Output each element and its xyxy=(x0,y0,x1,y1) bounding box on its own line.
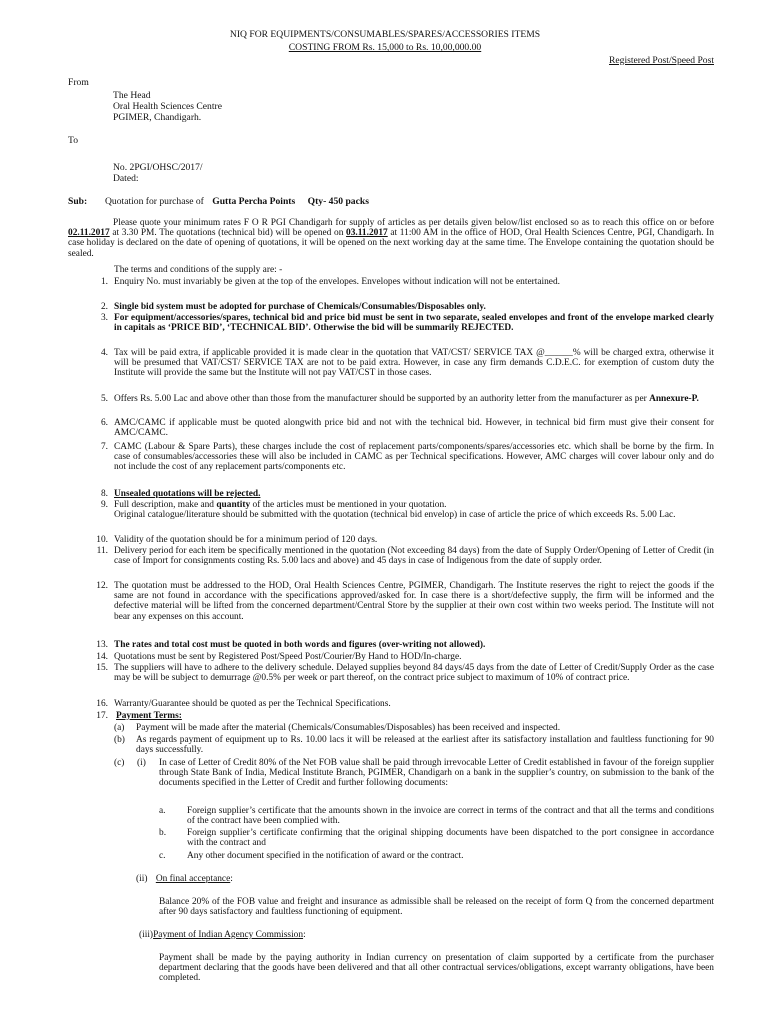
final-acceptance-text: Balance 20% of the FOB value and freight and insurance as admissible shall be released on the receipt of form Q from the concerned department after 90 days satisfactory and faultless functioning of equipment. xyxy=(159,897,714,918)
subject-text xyxy=(105,196,369,207)
payment-a-marker: (a) xyxy=(114,723,125,733)
payment-b: As regards payment of equipment up to Rs. 10.00 lacs it will be released at the earliest after its satisfactory installation and faultless functioning for 90 days successfully. xyxy=(136,735,714,756)
payment-b-marker: (b) xyxy=(114,735,125,745)
terms-intro: The terms and conditions of the supply are: - xyxy=(114,265,283,275)
agency-commission-heading: (iii)Payment of Indian Agency Commission: xyxy=(139,930,306,940)
dated-field: Dated: xyxy=(113,173,139,184)
reference-number: No. 2PGI/OHSC/2017/ xyxy=(113,162,203,173)
payment-c-marker: (c) xyxy=(114,758,125,768)
dispatch-mode: Registered Post/Speed Post xyxy=(609,55,714,66)
agency-commission-text: Payment shall be made by the paying authority in Indian currency on presentation of claim supported by a certificate from the purchaser department declaring that the goods have been delivered and that all other contractual services/obligations, except warranty obligations, have been completed. xyxy=(159,953,714,984)
subject-prefix: Quotation for purchase of xyxy=(105,196,204,207)
payment-c-b: Foreign supplier’s certificate confirming that the original shipping documents have been dispatched to the port consignee in accordance with the contract and xyxy=(187,828,714,849)
opening-date: 03.11.2017 xyxy=(346,228,388,239)
subject-quantity: Qty- 450 packs xyxy=(307,196,369,207)
intro-text-3: at 11:00 AM in the office of HOD, Oral Health Sciences Centre, PGI, Chandigarh. In case holiday is declared on the date of opening of quotations, it will be opened on the next working day at the same time. The Envelope containing the quotation should be sealed. xyxy=(68,228,714,259)
payment-c-b-marker: b. xyxy=(159,828,167,838)
payment-a: Payment will be made after the material (Chemicals/Consumables/Disposables) has been received and inspected. xyxy=(136,723,561,733)
document-page: NIQ FOR EQUIPMENTS/CONSUMABLES/SPARES/ACCESSORIES ITEMS COSTING FROM Rs. 15,000 to Rs. 10,00,000.00 Registered Post/Speed Post From The Head Oral Health Sciences Centre PGIMER, Chandigarh. To No. 2PGI/OHSC/2017/ Dated: Sub: Quotation for purchase of Gutta Percha Points Qty- 450 packs Please quote your minimum rates F O R PGI Chandigarh for supply of articles as per details given below/list enclosed so as to reach this office on or before 02.11.2017 at 3.30 PM. The quotations (technical bid) will be opened on 03.11.2017 at 11:00 AM in the office of HOD, Oral Health Sciences Centre, PGI, Chandigarh. In case holiday is declared on the date of opening of quotations, it will be opened on the next working day at the same time. The Envelope containing the quotation should be sealed. The terms and conditions of the supply are: - 1. Enquiry No. must invariably be given at the top of the envelopes. Envelopes without indication will not be entertained. 2. Single bid system must be adopted for purchase of Chemicals/Consumables/Disposables only. 3. For equipment/accessories/spares, technical bid and price bid must be sent in two separate, sealed envelopes and front of the envelope marked clearly in capitals as ‘PRICE BID’, ‘TECHNICAL BID’. Otherwise the bid will be summarily REJECTED. 4. Tax will be paid extra, if applicable provided it is made clear in the quotation that VAT/CST/ SERVICE TAX @______% will be charged extra, otherwise it will be presumed that VAT/CST/ SERVICE TAX are not to be paid extra. However, in case any firm demands C.D.E.C. for exemption of custom duty the Institute will provide the same but the Institute will not pay VAT/CST in those cases. 5. Offers Rs. 5.00 Lac and above other than those from the manufacturer should be supported by an authority letter from the manufacturer as per Annexure-P. 6. AMC/CAMC if applicable must be quoted alongwith price bid and not with the technical bid. However, in technical bid firm must give their consent for AMC/CAMC. 7. CAMC (Labour & Spare Parts), these charges include the cost of replacement parts/components/spares/accessories etc. which shall be borne by the firm. In case of consumables/accessories these will also be included in CAMC as per Technical specifications. However, AMC charges will cover labour only and do not include the cost of any replacement parts/components etc. 8. Unsealed quotations will be rejected. 9. Full description, make and quantity of the articles must be mentioned in your quotation. Original catalogue/literature should be submitted with the quotation (technical bid envelop) in case of article the price of which exceeds Rs. 5.00 Lac. 10. Validity of the quotation should be for a minimum period of 120 days. 11. Delivery period for each item be specifically mentioned in the quotation (Not exceeding 84 days) from the date of Supply Order/Opening of Letter of Credit (in case of Import for consignments costing Rs. 5.00 lacs and above) and 45 days in case of Indigenous from the date of supply order. 12. The quotation must be addressed to the HOD, Oral Health Sciences Centre, PGIMER, Chandigarh. The Institute reserves the right to reject the goods if the same are not found in accordance with the specifications approved/asked for. In case there is a short/defective supply, the firm will be informed and the defective material will be lifted from the concerned department/Central Store by the supplier at their own cost within two weeks period. The Institute will not bear any expenses on this account. 13. The rates and total cost must be quoted in both words and figures (over-writing not allowed). 14. Quotations must be sent by Registered Post/Speed Post/Courier/By Hand to HOD/In-charge. 15. The suppliers will have to adhere to the delivery schedule. Delayed supplies beyond 84 days/45 days from the date of Letter of Credit/Supply Order as the case may be will be subject to demurrage @0.5% per week or part thereof, on the contract price subject to maximum of 10% of contract price. 16. Warranty/Guarantee should be quoted as per the Technical Specifications. 17. Payment Terms: (a) Payment will be made after the material (Chemicals/Consumables/Disposables) has been received and inspected. (b) As regards payment of equipment up to Rs. 10.00 lacs it will be released at the earliest after its satisfactory installation and faultless functioning for 90 days successfully. (c) (i) In case of Letter of Credit 80% of the Net FOB value shall be paid through irrevocable Letter of Credit established in favour of the foreign supplier through State Bank of India, Medical Institute Branch, PGIMER, Chandigarh on a bank in the supplier’s country, on submission to the bank of the documents specified in the Letter of Credit and further following documents: a. Foreign supplier’s certificate that the amounts shown in the invoice are correct in terms of the contract and that all the terms and conditions of the contract have been complied with. b. Foreign supplier’s certificate confirming that the original shipping documents have been dispatched to the port consignee in accordance with the contract and c. Any other document specified in the notification of award or the contract. (ii) On final acceptance: Balance 20% of the FOB value and freight and insurance as admissible shall be released on the receipt of form Q from the concerned department after 90 days satisfactory and faultless functioning of equipment. (iii)Payment of Indian Agency Commission: Payment shall be made by the paying authority in Indian currency on presentation of claim supported by a certificate from the purchaser department declaring that the goods have been delivered and that all other contractual services/obligations, except warranty obligations, have been completed. xyxy=(0,0,770,1024)
from-line-1: The Head xyxy=(113,90,151,101)
from-line-2: Oral Health Sciences Centre xyxy=(113,101,222,112)
subject-item: Gutta Percha Points xyxy=(212,196,296,207)
closing-date: 02.11.2017 xyxy=(68,228,110,239)
payment-c-c-marker: c. xyxy=(159,851,166,861)
payment-c-i-marker: (i) xyxy=(137,758,146,768)
final-acceptance-heading: (ii) On final acceptance: xyxy=(136,874,233,884)
payment-c-c: Any other document specified in the notification of award or the contract. xyxy=(187,851,464,861)
from-label: From xyxy=(68,77,89,88)
subject-label: Sub: xyxy=(68,196,88,207)
costing-range: COSTING FROM Rs. 15,000 to Rs. 10,00,000.00 xyxy=(288,42,482,53)
payment-c-a: Foreign supplier’s certificate that the amounts shown in the invoice are correct in terms of the contract and that all the terms and conditions of the contract have been complied with. xyxy=(187,806,714,827)
from-line-3: PGIMER, Chandigarh. xyxy=(113,112,202,123)
intro-paragraph xyxy=(68,218,714,259)
document-title: NIQ FOR EQUIPMENTS/CONSUMABLES/SPARES/ACCESSORIES ITEMS xyxy=(229,29,541,40)
intro-text-1: Please quote your minimum rates F O R PGI Chandigarh for supply of articles as per details given below/list enclosed so as to reach this office on or before xyxy=(113,218,714,228)
to-label: To xyxy=(68,135,78,146)
payment-c-a-marker: a. xyxy=(159,806,166,816)
intro-text-2: at 3.30 PM. The quotations (technical bid) will be opened on xyxy=(109,228,347,239)
payment-c: In case of Letter of Credit 80% of the Net FOB value shall be paid through irrevocable Letter of Credit established in favour of the foreign supplier through State Bank of India, Medical Institute Branch, PGIMER, Chandigarh on a bank in the supplier’s country, on submission to the bank of the documents specified in the Letter of Credit and further following documents: xyxy=(159,758,714,789)
